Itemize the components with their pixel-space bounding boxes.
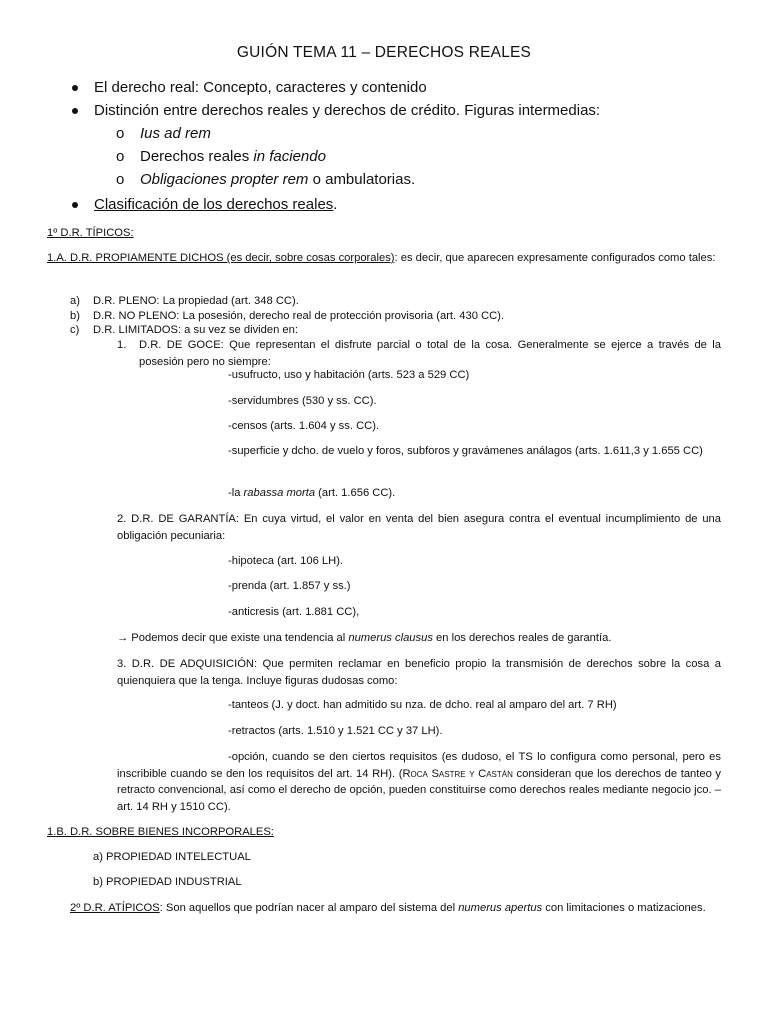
subsection-1a-paragraph: 1.A. D.R. PROPIAMENTE DICHOS (es decir, sobre cosas corporales): es decir, que aparecen expresamente configurados como tales:: [47, 252, 716, 264]
goce-paragraph: D.R. DE GOCE: Que representan el disfrute parcial o total de la cosa. Generalmente se ejerce a través de la posesión pero no siempre:: [139, 339, 721, 368]
goce-item: -superficie y dcho. de vuelo y foros, subforos y gravámenes análagos (arts. 1.611,3 y 1.655 CC): [228, 445, 703, 457]
goce-item: -censos (arts. 1.604 y ss. CC).: [228, 420, 380, 432]
sub-bullet-marker: o: [116, 125, 125, 142]
garantia-note: → Podemos decir que existe una tendencia al numerus clausus en los derechos reales de garantía.: [117, 632, 612, 644]
sub-bullet-marker: o: [116, 171, 125, 188]
document-title: GUIÓN TEMA 11 – DERECHOS REALES: [236, 44, 532, 61]
bullet-dot: [72, 108, 78, 114]
garantia-item: -hipoteca (art. 106 LH).: [228, 555, 344, 567]
section-heading-tipicos: 1º D.R. TÍPICOS:: [47, 227, 134, 239]
list-item-limitados: D.R. LIMITADOS: a su vez se dividen en:: [93, 324, 298, 336]
adquisicion-item: -retractos (arts. 1.510 y 1.521 CC y 37 LH).: [228, 725, 443, 737]
outline-subitem-in-faciendo: Derechos reales in faciendo: [140, 148, 326, 165]
outline-subitem-propter-rem: Obligaciones propter rem o ambulatorias.: [140, 171, 416, 188]
list-item-no-pleno: D.R. NO PLENO: La posesión, derecho real de protección provisoria (art. 430 CC).: [93, 310, 505, 322]
outline-item-clasificacion: Clasificación de los derechos reales.: [94, 196, 338, 213]
bullet-dot: [72, 85, 78, 91]
goce-item: -usufructo, uso y habitación (arts. 523 a 529 CC): [228, 369, 470, 381]
section-atipicos-paragraph: 2º D.R. ATÍPICOS: Son aquellos que podrían nacer al amparo del sistema del numerus apertus con limitaciones o matizaciones.: [70, 902, 706, 914]
outline-item-distincion: Distinción entre derechos reales y derechos de crédito. Figuras intermedias:: [94, 102, 601, 119]
outline-subitem-ius-ad-rem: Ius ad rem: [140, 125, 211, 142]
garantia-item: -prenda (art. 1.857 y ss.): [228, 580, 351, 592]
list-marker: a): [70, 295, 80, 307]
garantia-item: -anticresis (art. 1.881 CC),: [228, 606, 360, 618]
subsection-heading-incorporales: 1.B. D.R. SOBRE BIENES INCORPORALES:: [47, 826, 274, 838]
sub-bullet-marker: o: [116, 148, 125, 165]
adquisicion-item: -tanteos (J. y doct. han admitido su nza. de dcho. real al amparo del art. 7 RH): [228, 699, 617, 711]
incorporales-item: a) PROPIEDAD INTELECTUAL: [93, 851, 251, 863]
list-marker: c): [70, 324, 80, 336]
goce-item: -servidumbres (530 y ss. CC).: [228, 395, 377, 407]
outline-item-derecho-real: El derecho real: Concepto, caracteres y contenido: [94, 79, 427, 96]
list-marker: 1.: [117, 339, 127, 351]
list-item-pleno: D.R. PLENO: La propiedad (art. 348 CC).: [93, 295, 299, 307]
adquisicion-item-opcion: -opción, cuando se den ciertos requisitos (es dudoso, el TS lo configura como personal, pero es inscribible cuando se den los requisitos del art. 14 RH). (Roca Sastre y Castán consideran que los derechos de tanteo y retracto convencional, así como el derecho de opción, pueden constituirse como derechos reales mediante negocio jco. –art. 14 RH y 1510 CC).: [117, 751, 722, 813]
incorporales-item: b) PROPIEDAD INDUSTRIAL: [93, 876, 242, 888]
list-marker: b): [70, 310, 80, 322]
garantia-paragraph: 2. D.R. DE GARANTÍA: En cuya virtud, el valor en venta del bien asegura contra el eventual incumplimiento de una obligación pecuniaria:: [117, 513, 721, 542]
bullet-dot: [72, 202, 78, 208]
adquisicion-paragraph: 3. D.R. DE ADQUISICIÓN: Que permiten reclamar en beneficio propio la transmisión de derechos sobre la cosa a quienquiera que la tenga. Incluye figuras dudosas como:: [117, 658, 721, 687]
goce-item: -la rabassa morta (art. 1.656 CC).: [228, 487, 396, 499]
